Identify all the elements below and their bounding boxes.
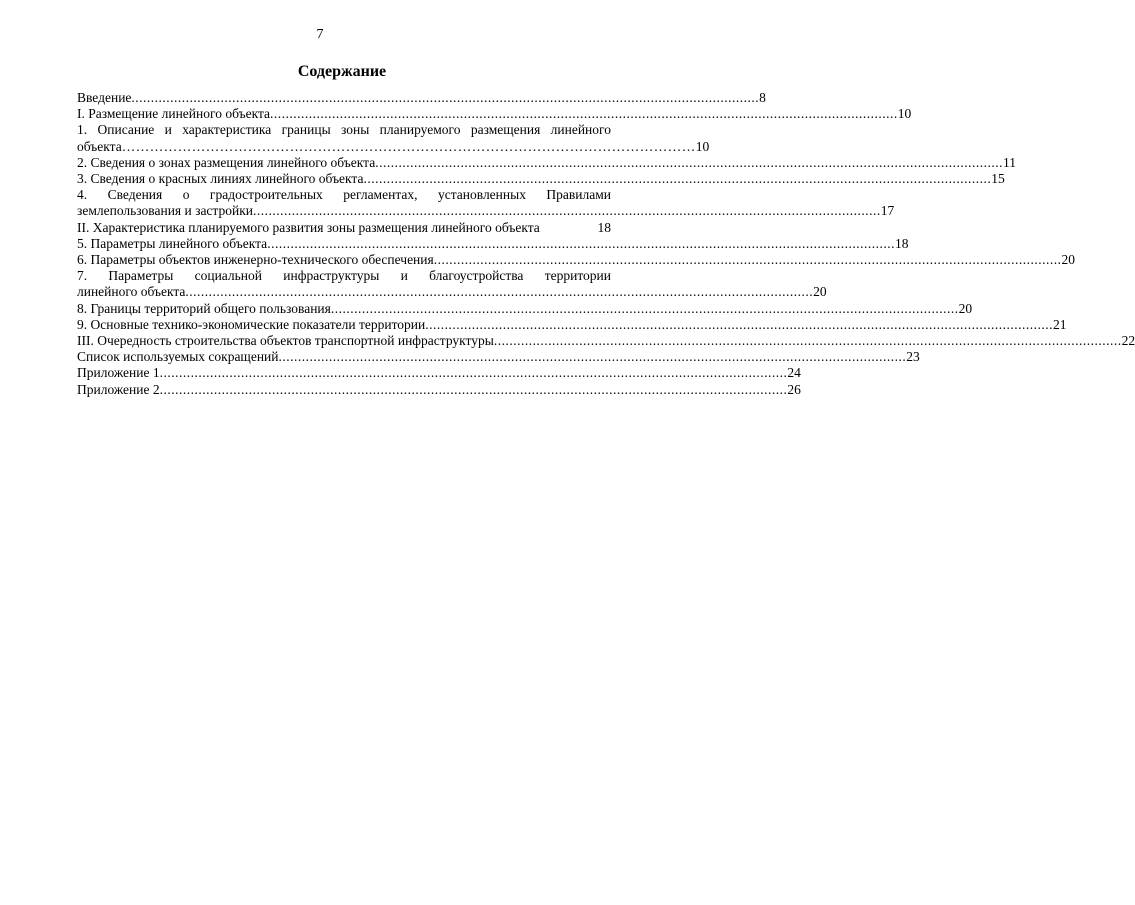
dot-leader: ..................................................................................................................................................................: [425, 316, 1054, 332]
toc-entry-page: 15: [991, 171, 1005, 187]
toc-entry-page: 10: [695, 138, 710, 154]
dot-leader: ..................................................................................................................................................................: [185, 284, 814, 300]
toc-entry-page: 23: [906, 349, 920, 365]
toc-entry-label: II. Характеристика планируемого развития зоны размещения линейного объекта: [77, 219, 540, 235]
toc-entry-item-4[interactable]: [77, 187, 895, 219]
page-number: 7: [316, 27, 324, 42]
toc-entry-section-2[interactable]: [77, 220, 611, 236]
toc-entry-appendix-2[interactable]: [77, 381, 801, 398]
dot-leader: ..................................................................................................................................................................: [270, 106, 898, 122]
dot-leader: ..................................................................................................................................................................: [131, 90, 760, 105]
toc-entry-page: 24: [787, 365, 801, 381]
toc-entry-item-9[interactable]: [77, 316, 1067, 333]
toc-entry-appendix-1[interactable]: [77, 365, 801, 381]
table-of-contents: [77, 90, 1135, 398]
dot-leader: ..................................................................................................................................................................: [253, 203, 881, 219]
toc-entry-item-7[interactable]: [77, 268, 827, 300]
toc-entry-label: Введение: [77, 90, 132, 105]
toc-entry-abbreviations[interactable]: [77, 349, 920, 365]
toc-entry-page: 20: [958, 300, 973, 316]
toc-entry-introduction[interactable]: [77, 90, 766, 106]
toc-entry-section-1[interactable]: [77, 106, 912, 122]
toc-entry-label-line2: землепользования и застройки: [77, 203, 254, 219]
toc-entry-page: 18: [597, 219, 611, 235]
toc-entry-page: 10: [897, 106, 912, 122]
toc-entry-label-line2: объекта: [77, 138, 122, 154]
toc-entry-page: 20: [813, 284, 827, 300]
toc-entry-label: 3. Сведения о красных линиях линейного объекта: [77, 171, 364, 187]
toc-entry-label: I. Размещение линейного объекта: [77, 106, 271, 122]
toc-entry-page: 17: [880, 203, 895, 219]
dot-leader: ..................................................................................................................................................................: [375, 154, 1003, 170]
toc-entry-label-line1: 4. Сведения о градостроительных регламентах, установленных Правилами: [77, 187, 611, 203]
toc-entry-item-2[interactable]: [77, 154, 1016, 171]
toc-entry-label: Список используемых сокращений: [77, 349, 279, 365]
toc-entry-label: 6. Параметры объектов инженерно-технического обеспечения: [77, 252, 434, 268]
toc-entry-item-3[interactable]: [77, 171, 1005, 187]
toc-entry-label-line1: 1. Описание и характеристика границы зоны планируемого размещения линейного: [77, 122, 611, 138]
toc-entry-label: Приложение 2: [77, 381, 160, 397]
toc-entry-page: 20: [1061, 252, 1075, 268]
toc-entry-item-8[interactable]: [77, 300, 973, 317]
toc-entry-item-6[interactable]: [77, 252, 1075, 268]
toc-entry-label: 2. Сведения о зонах размещения линейного объекта: [77, 154, 376, 170]
toc-title: Содержание: [297, 63, 387, 80]
toc-entry-label: III. Очередность строительства объектов транспортной инфраструктуры: [77, 333, 494, 349]
dot-leader: ..................................................................................................................................................................: [159, 365, 788, 381]
toc-entry-page: 26: [787, 381, 801, 397]
dot-leader: ..................................................................................................................................................................: [278, 349, 907, 365]
dot-leader: ..................................................................................................................................................................: [159, 381, 788, 397]
dot-leader: ..................................................................................................................................................................: [363, 171, 992, 187]
toc-entry-item-1[interactable]: [77, 122, 710, 154]
toc-entry-label: 5. Параметры линейного объекта: [77, 235, 268, 251]
dot-leader: ..................................................................................................................................................................: [493, 333, 1122, 349]
toc-entry-item-5[interactable]: [77, 235, 909, 252]
toc-entry-page: 8: [759, 90, 766, 105]
toc-entry-page: 11: [1002, 154, 1016, 170]
toc-entry-label-line1: 7. Параметры социальной инфраструктуры и благоустройства территории: [77, 268, 611, 284]
dot-leader: ..................................................................................................................................................................: [433, 252, 1062, 268]
toc-entry-label: 9. Основные технико-экономические показатели территории: [77, 316, 426, 332]
toc-entry-label: Приложение 1: [77, 365, 160, 381]
toc-entry-label: 8. Границы территорий общего пользования: [77, 300, 331, 316]
dot-leader: ..................................................................................................................................................................: [267, 235, 895, 251]
dot-leader: ……………………………………………………………………………………………………………: [121, 138, 696, 154]
toc-entry-section-3[interactable]: [77, 333, 1135, 349]
toc-entry-label-line2: линейного объекта: [77, 284, 186, 300]
toc-entry-page: 18: [894, 235, 909, 251]
toc-entry-page: 22: [1121, 333, 1135, 349]
toc-entry-page: 21: [1053, 316, 1067, 332]
dot-leader: ..................................................................................................................................................................: [330, 300, 959, 316]
